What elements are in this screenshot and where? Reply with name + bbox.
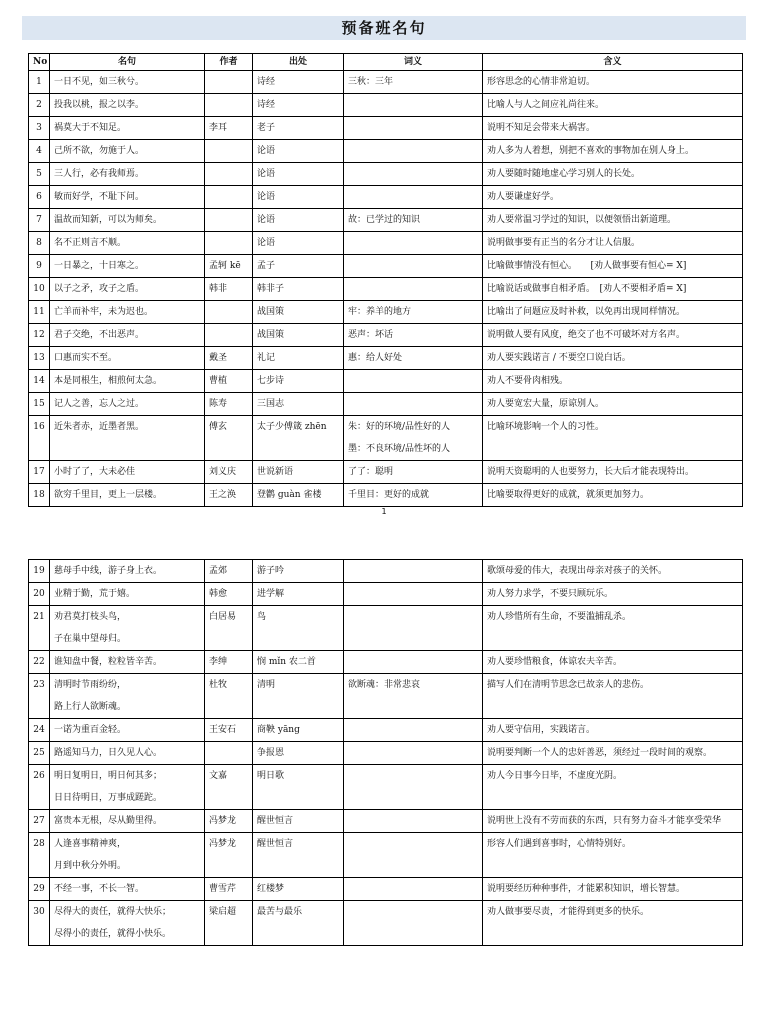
word-meaning: [344, 742, 483, 765]
row-number: 20: [29, 583, 50, 606]
meaning: 说明做人要有风度，绝交了也不可破坏对方名声。: [483, 324, 743, 347]
author: [205, 209, 253, 232]
author: [205, 140, 253, 163]
quote-text: 君子交绝，不出恶声。: [50, 324, 205, 347]
meaning: 劝人努力求学，不要只顾玩乐。: [483, 583, 743, 606]
quote-text: 一诺为重百金轻。: [50, 719, 205, 742]
table-row: [29, 416, 743, 461]
author: 韩非: [205, 278, 253, 301]
quote-text: 名不正则言不顺。: [50, 232, 205, 255]
table-row: [29, 560, 743, 583]
quotes-table-page-1: [28, 53, 743, 507]
table-row: [29, 606, 743, 651]
row-number: 3: [29, 117, 50, 140]
table-row: [29, 71, 743, 94]
source: 商鞅 yāng: [253, 719, 344, 742]
header-meaning: 含义: [483, 54, 743, 71]
meaning: 劝人要随时随地虚心学习别人的长处。: [483, 163, 743, 186]
word-meaning: 千里目：更好的成就: [344, 484, 483, 507]
word-meaning: [344, 278, 483, 301]
row-number: 1: [29, 71, 50, 94]
word-meaning: 故：已学过的知识: [344, 209, 483, 232]
quote-text: 温故而知新，可以为师矣。: [50, 209, 205, 232]
source: 悯 mǐn 农二首: [253, 651, 344, 674]
table-row: [29, 461, 743, 484]
source: 战国策: [253, 301, 344, 324]
row-number: 12: [29, 324, 50, 347]
meaning: 比喻人与人之间应礼尚往来。: [483, 94, 743, 117]
author: 戴圣: [205, 347, 253, 370]
source: 孟子: [253, 255, 344, 278]
word-meaning: [344, 765, 483, 810]
quote-text: 劝君莫打枝头鸟， 子在巢中望母归。: [50, 606, 205, 651]
quote-text: 敏而好学，不耻下问。: [50, 186, 205, 209]
source: 论语: [253, 232, 344, 255]
word-meaning: [344, 560, 483, 583]
author: 孟郊: [205, 560, 253, 583]
header-source: 出处: [253, 54, 344, 71]
author: 梁启超: [205, 901, 253, 946]
word-meaning: 惠：给人好处: [344, 347, 483, 370]
source: 七步诗: [253, 370, 344, 393]
table-row: [29, 484, 743, 507]
meaning: 形容思念的心情非常迫切。: [483, 71, 743, 94]
quote-text: 业精于勤，荒于嬉。: [50, 583, 205, 606]
row-number: 6: [29, 186, 50, 209]
meaning: 说明要判断一个人的忠奸善恶，须经过一段时间的观察。: [483, 742, 743, 765]
meaning: 劝人要珍惜粮食，体谅农夫辛苦。: [483, 651, 743, 674]
word-meaning: [344, 232, 483, 255]
quote-text: 近朱者赤，近墨者黑。: [50, 416, 205, 461]
table-row: [29, 140, 743, 163]
meaning: 劝人珍惜所有生命，不要滥捕乱杀。: [483, 606, 743, 651]
table-row: [29, 651, 743, 674]
table-row: [29, 232, 743, 255]
meaning: 劝人今日事今日毕，不虚度光阴。: [483, 765, 743, 810]
header-quote: 名句: [50, 54, 205, 71]
row-number: 2: [29, 94, 50, 117]
source: 三国志: [253, 393, 344, 416]
row-number: 5: [29, 163, 50, 186]
word-meaning: [344, 163, 483, 186]
table-row: [29, 833, 743, 878]
author: 冯梦龙: [205, 833, 253, 878]
source: 韩非子: [253, 278, 344, 301]
author: 韩愈: [205, 583, 253, 606]
author: 白居易: [205, 606, 253, 651]
table-row: [29, 255, 743, 278]
table-row: [29, 324, 743, 347]
author: 孟轲 kē: [205, 255, 253, 278]
meaning: 形容人们遇到喜事时，心情特别好。: [483, 833, 743, 878]
table-row: [29, 393, 743, 416]
row-number: 8: [29, 232, 50, 255]
word-meaning: [344, 186, 483, 209]
meaning: 说明世上没有不劳而获的东西，只有努力奋斗才能享受荣华: [483, 810, 743, 833]
table-row: [29, 719, 743, 742]
quotes-table-page-2: [28, 559, 743, 946]
row-number: 21: [29, 606, 50, 651]
source: 礼记: [253, 347, 344, 370]
author: 王安石: [205, 719, 253, 742]
row-number: 29: [29, 878, 50, 901]
quote-text: 三人行，必有我师焉。: [50, 163, 205, 186]
meaning: 劝人要宽宏大量，原谅别人。: [483, 393, 743, 416]
word-meaning: [344, 606, 483, 651]
author: 王之涣: [205, 484, 253, 507]
word-meaning: 三秋：三年: [344, 71, 483, 94]
meaning: 比喻要取得更好的成就，就须更加努力。: [483, 484, 743, 507]
source: 世说新语: [253, 461, 344, 484]
source: 清明: [253, 674, 344, 719]
table-row: [29, 94, 743, 117]
word-meaning: [344, 878, 483, 901]
row-number: 14: [29, 370, 50, 393]
quote-text: 投我以桃，报之以李。: [50, 94, 205, 117]
meaning: 比喻做事情没有恒心。 [劝人做事要有恒心= X]: [483, 255, 743, 278]
meaning: 比喻环境影响一个人的习性。: [483, 416, 743, 461]
table-row: [29, 583, 743, 606]
meaning: 劝人要谦虚好学。: [483, 186, 743, 209]
word-meaning: [344, 583, 483, 606]
quote-text: 慈母手中线，游子身上衣。: [50, 560, 205, 583]
quote-text: 尽得大的责任，就得大快乐； 尽得小的责任，就得小快乐。: [50, 901, 205, 946]
quote-text: 谁知盘中餐，粒粒皆辛苦。: [50, 651, 205, 674]
word-meaning: [344, 833, 483, 878]
meaning: 劝人做事要尽责，才能得到更多的快乐。: [483, 901, 743, 946]
word-meaning: [344, 719, 483, 742]
quote-text: 亡羊而补牢，未为迟也。: [50, 301, 205, 324]
quote-text: 记人之善，忘人之过。: [50, 393, 205, 416]
author: 冯梦龙: [205, 810, 253, 833]
source: 太子少傅箴 zhēn: [253, 416, 344, 461]
meaning: 劝人多为人着想，别把不喜欢的事物加在别人身上。: [483, 140, 743, 163]
row-number: 7: [29, 209, 50, 232]
source: 醒世恒言: [253, 833, 344, 878]
table-row: [29, 301, 743, 324]
word-meaning: 牢：养羊的地方: [344, 301, 483, 324]
quote-text: 欲穷千里目，更上一层楼。: [50, 484, 205, 507]
row-number: 27: [29, 810, 50, 833]
meaning: 歌颂母爱的伟大，表现出母亲对孩子的关怀。: [483, 560, 743, 583]
row-number: 13: [29, 347, 50, 370]
word-meaning: [344, 255, 483, 278]
table-row: [29, 163, 743, 186]
quote-text: 以子之矛，攻子之盾。: [50, 278, 205, 301]
quote-text: 一日暴之，十日寒之。: [50, 255, 205, 278]
author: [205, 163, 253, 186]
author: 李耳: [205, 117, 253, 140]
row-number: 11: [29, 301, 50, 324]
author: [205, 324, 253, 347]
row-number: 19: [29, 560, 50, 583]
source: 论语: [253, 209, 344, 232]
quote-text: 清明时节雨纷纷， 路上行人欲断魂。: [50, 674, 205, 719]
word-meaning: [344, 901, 483, 946]
word-meaning: [344, 651, 483, 674]
meaning: 劝人要实践诺言 / 不要空口说白话。: [483, 347, 743, 370]
row-number: 26: [29, 765, 50, 810]
header-word: 词义: [344, 54, 483, 71]
author: [205, 301, 253, 324]
quote-text: 本是同根生，相煎何太急。: [50, 370, 205, 393]
quote-text: 己所不欲，勿施于人。: [50, 140, 205, 163]
page-title: 预备班名句: [22, 16, 746, 40]
table-header-row: [29, 54, 743, 71]
table-row: [29, 742, 743, 765]
source: 论语: [253, 186, 344, 209]
source: 鸟: [253, 606, 344, 651]
author: [205, 186, 253, 209]
table-row: [29, 347, 743, 370]
meaning: 劝人要守信用，实践诺言。: [483, 719, 743, 742]
meaning: 描写人们在清明节思念已故亲人的悲伤。: [483, 674, 743, 719]
author: [205, 71, 253, 94]
meaning: 说明要经历种种事件，才能累积知识，增长智慧。: [483, 878, 743, 901]
table-row: [29, 186, 743, 209]
quote-text: 小时了了，大未必佳: [50, 461, 205, 484]
source: 诗经: [253, 94, 344, 117]
table-row: [29, 765, 743, 810]
row-number: 10: [29, 278, 50, 301]
row-number: 17: [29, 461, 50, 484]
author: [205, 94, 253, 117]
author: [205, 742, 253, 765]
author: 文嘉: [205, 765, 253, 810]
quote-text: 明日复明日，明日何其多； 日日待明日，万事成蹉跎。: [50, 765, 205, 810]
word-meaning: [344, 117, 483, 140]
row-number: 23: [29, 674, 50, 719]
source: 游子吟: [253, 560, 344, 583]
meaning: 说明天资聪明的人也要努力，长大后才能表现特出。: [483, 461, 743, 484]
row-number: 25: [29, 742, 50, 765]
source: 争报恩: [253, 742, 344, 765]
row-number: 30: [29, 901, 50, 946]
table-row: [29, 117, 743, 140]
table-row: [29, 810, 743, 833]
source: 明日歌: [253, 765, 344, 810]
table-row: [29, 901, 743, 946]
header-no: No: [29, 54, 50, 71]
source: 老子: [253, 117, 344, 140]
word-meaning: [344, 393, 483, 416]
table-row: [29, 278, 743, 301]
word-meaning: [344, 140, 483, 163]
source: 最苦与最乐: [253, 901, 344, 946]
author: 刘义庆: [205, 461, 253, 484]
source: 登鹳 guàn 雀楼: [253, 484, 344, 507]
quote-text: 富贵本无根，尽从勤里得。: [50, 810, 205, 833]
author: 杜牧: [205, 674, 253, 719]
quote-text: 一日不见，如三秋兮。: [50, 71, 205, 94]
header-author: 作者: [205, 54, 253, 71]
source: 论语: [253, 140, 344, 163]
source: 醒世恒言: [253, 810, 344, 833]
meaning: 劝人不要骨肉相残。: [483, 370, 743, 393]
author: 曹雪芹: [205, 878, 253, 901]
author: [205, 232, 253, 255]
table-row: [29, 209, 743, 232]
source: 战国策: [253, 324, 344, 347]
table-row: [29, 878, 743, 901]
meaning: 比喻说话或做事自相矛盾。 [劝人不要相矛盾= X]: [483, 278, 743, 301]
source: 红楼梦: [253, 878, 344, 901]
row-number: 18: [29, 484, 50, 507]
row-number: 28: [29, 833, 50, 878]
author: 陈寿: [205, 393, 253, 416]
page-number: 1: [381, 507, 387, 516]
quote-text: 人逢喜事精神爽， 月到中秋分外明。: [50, 833, 205, 878]
word-meaning: 恶声：坏话: [344, 324, 483, 347]
quote-text: 口惠而实不至。: [50, 347, 205, 370]
author: 李绅: [205, 651, 253, 674]
row-number: 4: [29, 140, 50, 163]
author: 傅玄: [205, 416, 253, 461]
quote-text: 不经一事，不长一智。: [50, 878, 205, 901]
meaning: 劝人要常温习学过的知识，以便领悟出新道理。: [483, 209, 743, 232]
row-number: 16: [29, 416, 50, 461]
source: 诗经: [253, 71, 344, 94]
row-number: 15: [29, 393, 50, 416]
word-meaning: [344, 94, 483, 117]
word-meaning: 欲断魂：非常悲哀: [344, 674, 483, 719]
row-number: 9: [29, 255, 50, 278]
word-meaning: 朱：好的环境/品性好的人 墨：不良环境/品性坏的人: [344, 416, 483, 461]
table-row: [29, 370, 743, 393]
author: 曹植: [205, 370, 253, 393]
word-meaning: [344, 370, 483, 393]
quote-text: 路遥知马力，日久见人心。: [50, 742, 205, 765]
word-meaning: [344, 810, 483, 833]
word-meaning: 了了：聪明: [344, 461, 483, 484]
meaning: 说明不知足会带来大祸害。: [483, 117, 743, 140]
quote-text: 祸莫大于不知足。: [50, 117, 205, 140]
table-row: [29, 674, 743, 719]
meaning: 说明做事要有正当的名分才让人信服。: [483, 232, 743, 255]
source: 进学解: [253, 583, 344, 606]
source: 论语: [253, 163, 344, 186]
row-number: 24: [29, 719, 50, 742]
row-number: 22: [29, 651, 50, 674]
meaning: 比喻出了问题应及时补救，以免再出现同样情况。: [483, 301, 743, 324]
